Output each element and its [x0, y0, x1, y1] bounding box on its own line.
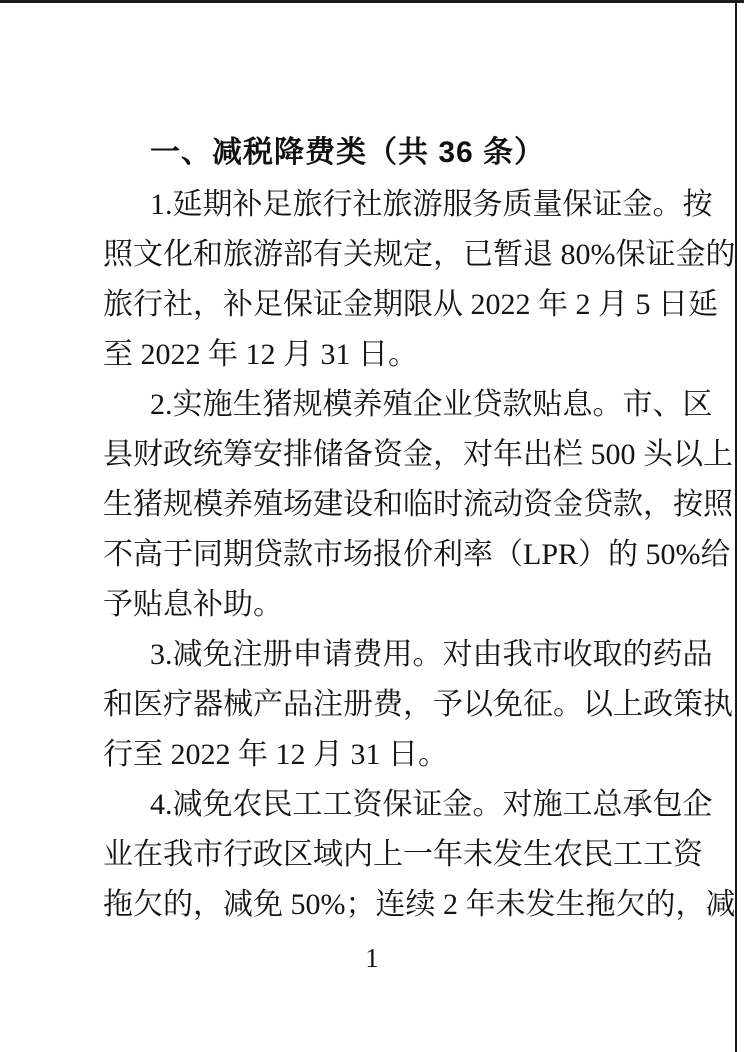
body-line: 拖欠的，减免 50%；连续 2 年未发生拖欠的，减	[103, 888, 736, 921]
paragraph-3	[103, 630, 733, 780]
body-line: 旅行社，补足保证金期限从 2022 年 2 月 5 日延	[103, 288, 718, 321]
paragraph-2	[103, 380, 733, 630]
body-line: 3.减免注册申请费用。对由我市收取的药品	[150, 638, 713, 671]
section-heading: 一、减税降费类（共 36 条）	[150, 136, 546, 169]
body-line: 和医疗器械产品注册费，予以免征。以上政策执	[103, 688, 733, 721]
document-body	[103, 126, 736, 930]
body-line: 生猪规模养殖场建设和临时流动资金贷款，按照	[103, 488, 733, 521]
body-line: 2.实施生猪规模养殖企业贷款贴息。市、区	[150, 388, 713, 421]
paragraph-4	[103, 780, 736, 930]
paragraph-1	[103, 180, 736, 380]
body-line: 4.减免农民工工资保证金。对施工总承包企	[150, 788, 713, 821]
body-line: 至 2022 年 12 月 31 日。	[103, 338, 418, 371]
body-line: 行至 2022 年 12 月 31 日。	[103, 738, 448, 771]
page-number: 1	[365, 943, 379, 973]
body-line: 业在我市行政区域内上一年未发生农民工工资	[103, 838, 703, 871]
body-line: 不高于同期贷款市场报价利率（LPR）的 50%给	[103, 538, 731, 571]
page-top-edge-line	[0, 0, 744, 3]
body-line: 予贴息补助。	[103, 588, 283, 621]
body-line: 县财政统筹安排储备资金，对年出栏 500 头以上	[103, 438, 733, 471]
body-line: 照文化和旅游部有关规定，已暂退 80%保证金的	[103, 238, 736, 271]
body-line: 1.延期补足旅行社旅游服务质量保证金。按	[150, 188, 713, 221]
